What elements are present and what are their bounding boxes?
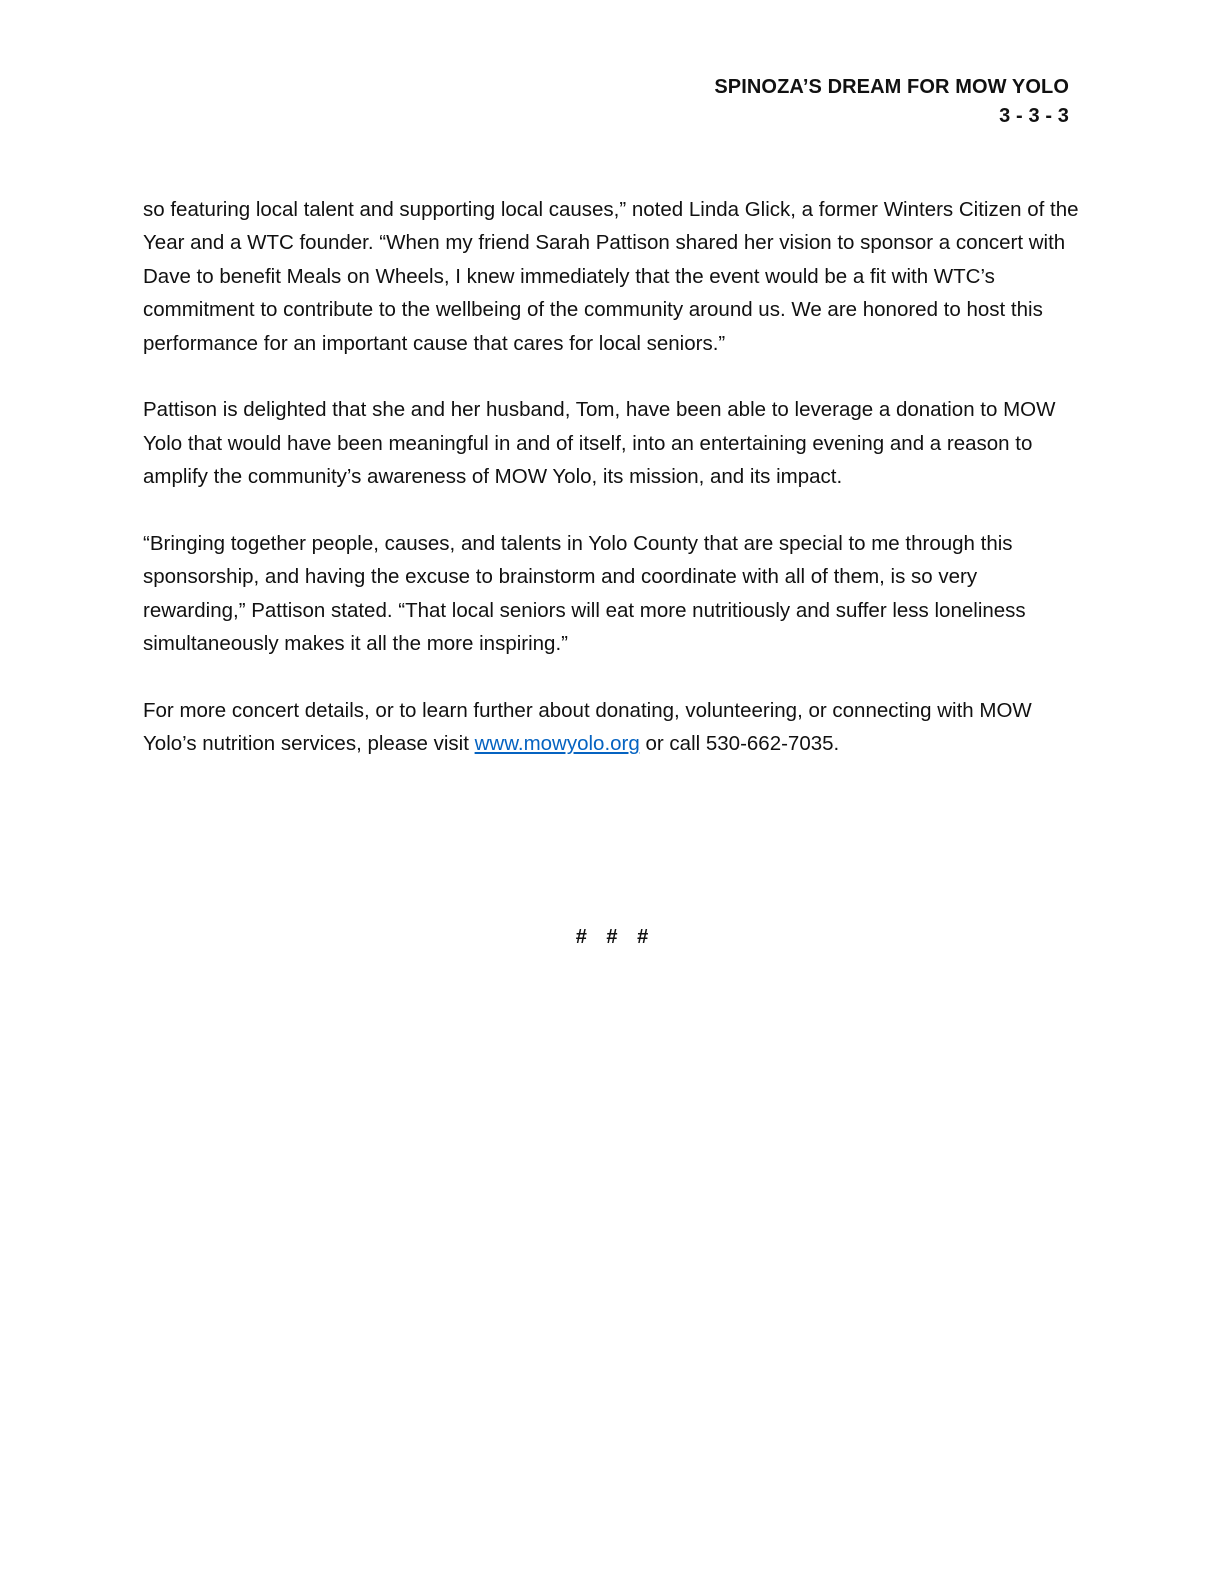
- paragraph-contact: [143, 694, 1083, 761]
- document-body: [143, 193, 1083, 794]
- paragraph-pattison-donation: Pattison is delighted that she and her husband, Tom, have been able to leverage a donation to MOW Yolo that would have been meaningful in and of itself, into an entertaining evening and a reason to amplify the community’s awareness of MOW Yolo, its mission, and its impact.: [143, 398, 1056, 489]
- page-header: [714, 73, 1069, 131]
- paragraph-quote-glick: so featuring local talent and supporting local causes,” noted Linda Glick, a former Winters Citizen of the Year and a WTC founder. “When my friend Sarah Pattison shared her vision to sponsor a concert with Dave to benefit Meals on Wheels, I knew immediately that the event would be a fit with WTC’s commitment to contribute to the wellbeing of the community around us. We are honored to host this performance for an important cause that cares for local seniors.”: [143, 198, 1079, 355]
- contact-text-after-link: or call 530-662-7035.: [639, 732, 840, 756]
- contact-text-before-link: For more concert details, or to learn further about donating, volunteering, or connecting with MOW Yolo’s nutrition services, please visit: [143, 699, 1032, 756]
- header-title: SPINOZA’S DREAM FOR MOW YOLO: [714, 76, 1069, 98]
- page-marker: 3 - 3 - 3: [999, 105, 1069, 127]
- end-of-release-mark: # # #: [575, 926, 649, 948]
- website-link[interactable]: www.mowyolo.org: [474, 732, 640, 756]
- paragraph-pattison-quote: “Bringing together people, causes, and talents in Yolo County that are special to me through this sponsorship, and having the excuse to brainstorm and coordinate with all of them, is so very rewarding,” Pattison stated. “That local seniors will eat more nutritiously and suffer less loneliness simultaneously makes it all the more inspiring.”: [143, 532, 1026, 656]
